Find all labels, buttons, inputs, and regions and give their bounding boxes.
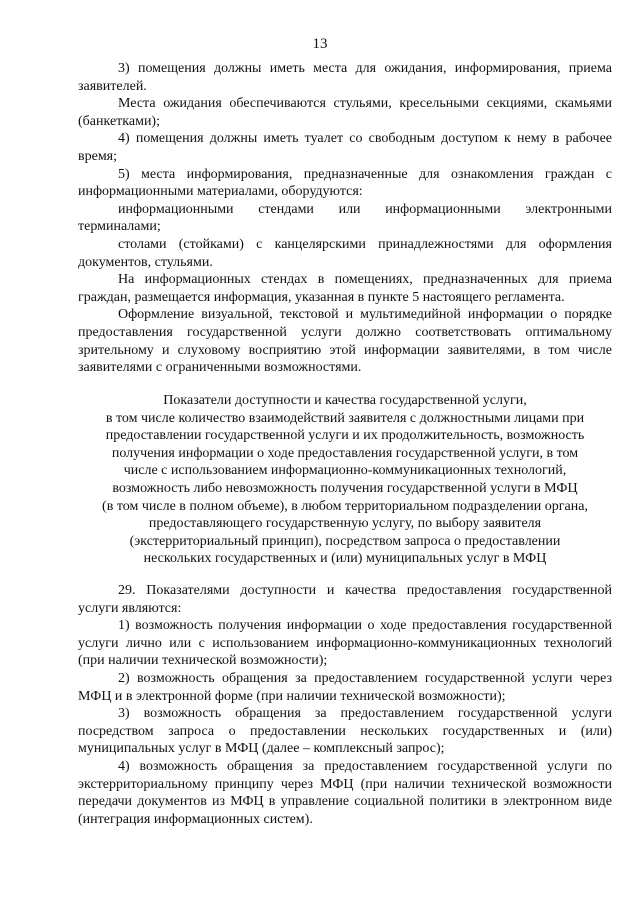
- paragraph: столами (стойками) с канцелярскими принадлежностями для оформления документов, стульями.: [78, 236, 612, 270]
- paragraph: 4) помещения должны иметь туалет со свободным доступом к нему в рабочее время;: [78, 131, 612, 164]
- heading-line: в том числе количество взаимодействий заявителя с должностными лицами при: [105, 410, 585, 426]
- paragraph: Места ожидания обеспечиваются стульями, кресельными секциями, скамьями (банкетками);: [78, 96, 612, 129]
- page-number: 13: [312, 36, 328, 52]
- section-heading: [70, 392, 620, 568]
- paragraph: На информационных стендах в помещениях, предназначенных для приема граждан, размещается информация, указанная в пункте 5 настоящего регламента.: [78, 272, 612, 305]
- heading-line: предоставлении государственной услуги и их продолжительность, возможность: [105, 428, 585, 444]
- premises-requirements: [78, 60, 612, 377]
- list-item: 2) возможность обращения за предоставлением государственной услуги через МФЦ и в электронной форме (при наличии технической возможности);: [78, 670, 612, 704]
- heading-line: числе с использованием информационно-коммуникационных технологий,: [123, 463, 567, 479]
- heading-line: (экстерриториальный принцип), посредством запроса о предоставлении: [129, 533, 561, 549]
- accessibility-indicators: [78, 582, 612, 828]
- heading-line: предоставляющего государственную услугу, по выбору заявителя: [148, 516, 542, 532]
- list-item: 3) возможность обращения за предоставлением государственной услуги посредством запроса о предоставлении нескольких государственных и (или) муниципальных услуг в МФЦ (далее – комплексный запрос);: [78, 706, 612, 757]
- heading-line: нескольких государственных и (или) муниципальных услуг в МФЦ: [143, 551, 547, 567]
- heading-line: получения информации о ходе предоставления государственной услуги, в том: [111, 445, 579, 461]
- list-item: 4) возможность обращения за предоставлением государственной услуги по экстерриториальному принципу через МФЦ (при наличии технической возможности передачи документов из МФЦ в управление социальной политики в электронном виде (интеграция информационных систем).: [78, 758, 612, 827]
- paragraph: 29. Показателями доступности и качества предоставления государственной услуги являются:: [78, 583, 612, 616]
- list-item: 1) возможность получения информации о ходе предоставления государственной услуги лично или с использованием информационно-коммуникационных технологий (при наличии технической возможности);: [78, 618, 612, 669]
- paragraph: информационными стендами или информационными электронными терминалами;: [78, 201, 612, 235]
- heading-line: возможность либо невозможность получения государственной услуги в МФЦ: [112, 480, 578, 496]
- paragraph: 5) места информирования, предназначенные для ознакомления граждан с информационными материалами, оборудуются:: [78, 166, 612, 200]
- heading-line: Показатели доступности и качества государственной услуги,: [163, 393, 527, 408]
- heading-line: (в том числе в полном объеме), в любом территориальном подразделении органа,: [102, 498, 588, 514]
- paragraph: Оформление визуальной, текстовой и мультимедийной информации о порядке предоставления государственной услуги должно соответствовать оптимальному зрительному и слуховому восприятию этой информации заявителями, в том числе заявителями с ограниченными возможностями.: [78, 307, 612, 376]
- paragraph: 3) помещения должны иметь места для ожидания, информирования, приема заявителей.: [78, 61, 612, 94]
